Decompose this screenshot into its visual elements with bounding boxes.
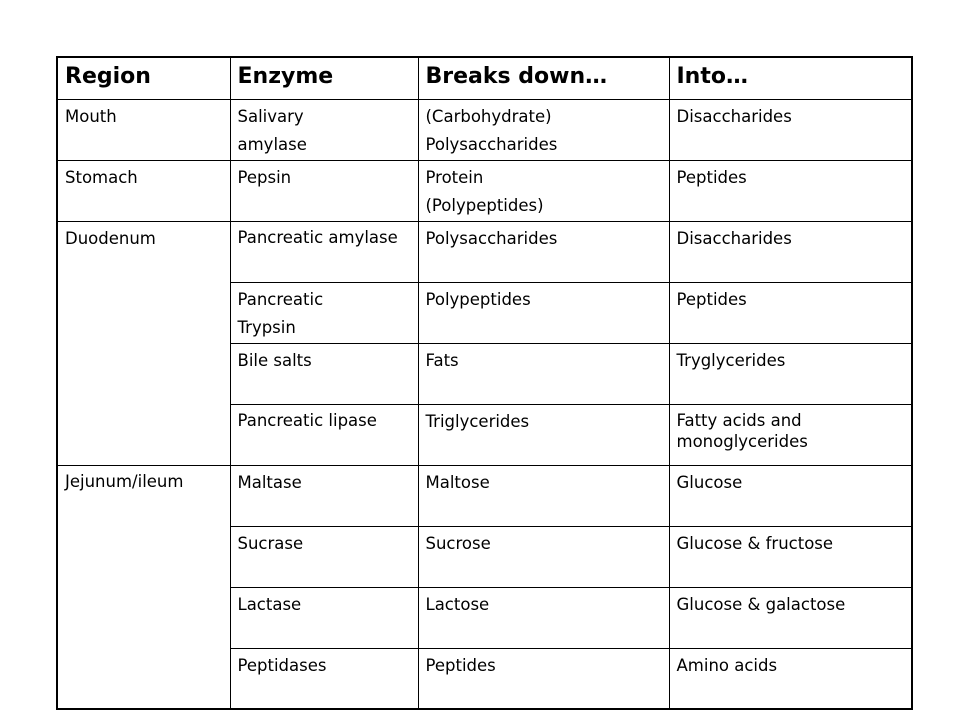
breaks-down-line: Polysaccharides	[425, 228, 558, 248]
table-row	[57, 221, 912, 282]
enzyme-cell	[230, 587, 418, 648]
header-breaks-down: Breaks down…	[418, 57, 669, 99]
enzyme-line: Lactase	[237, 594, 302, 614]
enzyme-line: Sucrase	[237, 533, 304, 553]
breaks-down-cell	[418, 587, 669, 648]
enzyme-cell	[230, 99, 418, 160]
header-region: Region	[57, 57, 230, 99]
breaks-down-cell	[418, 99, 669, 160]
breaks-down-cell	[418, 160, 669, 221]
breaks-down-line: Maltose	[425, 472, 490, 492]
table-row	[57, 99, 912, 160]
into-cell: Disaccharides	[669, 99, 912, 160]
region-cell: Stomach	[57, 160, 230, 221]
breaks-down-cell	[418, 648, 669, 709]
into-cell: Tryglycerides	[669, 343, 912, 404]
region-cell: Jejunum/ileum	[57, 465, 230, 709]
enzyme-cell	[230, 648, 418, 709]
enzyme-cell	[230, 282, 418, 343]
enzyme-line: Pancreatic lipase	[237, 410, 377, 430]
header-into: Into…	[669, 57, 912, 99]
breaks-down-line: Lactose	[425, 594, 490, 614]
breaks-down-cell	[418, 282, 669, 343]
breaks-down-line: Sucrose	[425, 533, 491, 553]
breaks-down-line: (Carbohydrate)	[425, 106, 552, 126]
enzyme-line: Pancreatic amylase	[237, 227, 398, 247]
enzyme-cell	[230, 465, 418, 526]
into-cell: Fatty acids and monoglycerides	[669, 404, 912, 465]
enzyme-cell	[230, 404, 418, 465]
breaks-down-cell	[418, 404, 669, 465]
enzyme-line: Maltase	[237, 472, 302, 492]
breaks-down-line: Fats	[425, 350, 459, 370]
into-cell: Disaccharides	[669, 221, 912, 282]
breaks-down-line: Peptides	[425, 655, 496, 675]
enzyme-line: Bile salts	[237, 350, 312, 370]
breaks-down-line: Protein	[425, 167, 484, 187]
enzyme-line: Pepsin	[237, 167, 292, 187]
breaks-down-line: Triglycerides	[425, 411, 530, 431]
into-cell: Peptides	[669, 160, 912, 221]
into-cell: Glucose & fructose	[669, 526, 912, 587]
table-header-row	[57, 57, 912, 99]
breaks-down-cell	[418, 526, 669, 587]
into-cell: Glucose	[669, 465, 912, 526]
breaks-down-cell	[418, 465, 669, 526]
into-cell: Peptides	[669, 282, 912, 343]
enzyme-line: Peptidases	[237, 655, 327, 675]
into-cell: Glucose & galactose	[669, 587, 912, 648]
enzyme-line: amylase	[237, 134, 307, 154]
enzyme-line: Trypsin	[237, 317, 296, 337]
enzyme-cell	[230, 526, 418, 587]
enzyme-cell	[230, 160, 418, 221]
enzyme-cell	[230, 221, 418, 282]
table-row	[57, 160, 912, 221]
breaks-down-cell	[418, 343, 669, 404]
header-enzyme: Enzyme	[230, 57, 418, 99]
digestion-table	[56, 56, 913, 710]
breaks-down-line: Polysaccharides	[425, 134, 558, 154]
breaks-down-line: (Polypeptides)	[425, 195, 544, 215]
region-cell: Mouth	[57, 99, 230, 160]
region-cell: Duodenum	[57, 221, 230, 465]
breaks-down-cell	[418, 221, 669, 282]
breaks-down-line: Polypeptides	[425, 289, 531, 309]
into-cell: Amino acids	[669, 648, 912, 709]
enzyme-cell	[230, 343, 418, 404]
enzyme-line: Salivary	[237, 106, 304, 126]
enzyme-line: Pancreatic	[237, 289, 324, 309]
table-row	[57, 465, 912, 526]
